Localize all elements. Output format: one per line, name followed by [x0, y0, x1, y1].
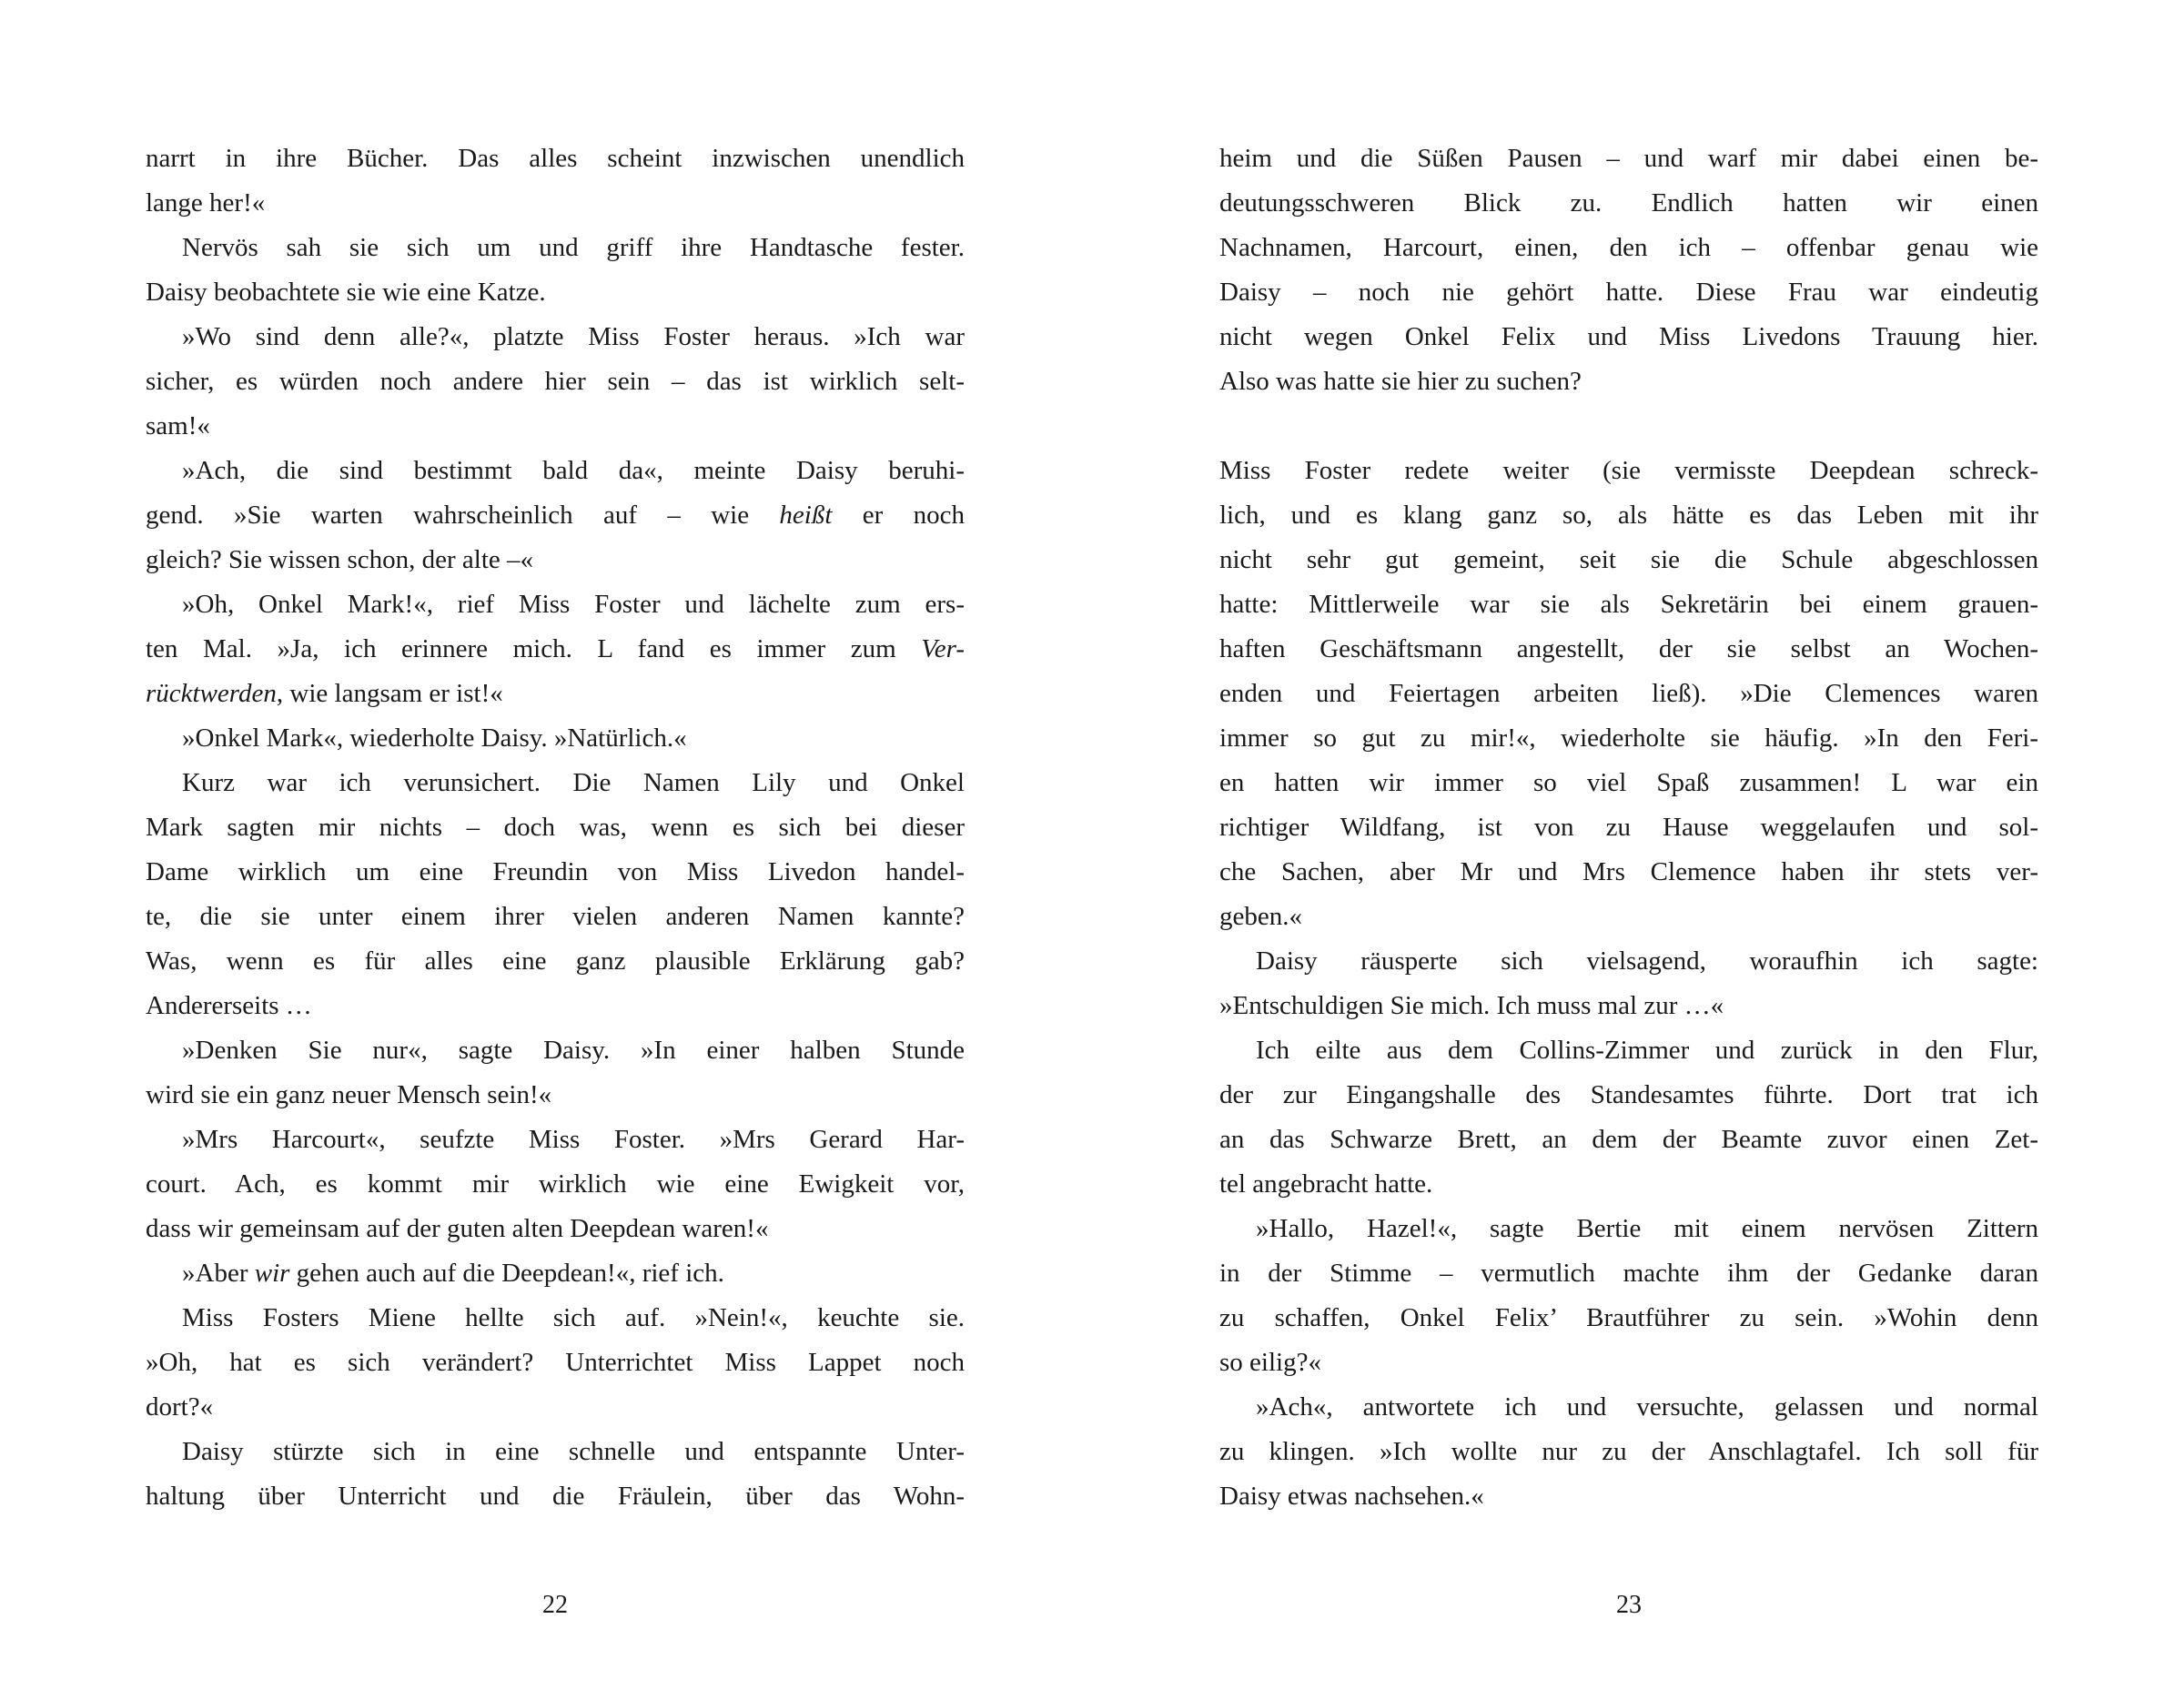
text-line: [146, 761, 965, 805]
text-line: [146, 181, 965, 226]
italic-text-run: heißt: [779, 501, 833, 530]
italic-text-run: wir: [254, 1259, 290, 1288]
text-line: [1219, 716, 2038, 761]
text-line: [146, 850, 965, 895]
text-run: sicher, es würden noch andere hier sein – das ist wirklich selt-: [146, 367, 965, 396]
text-run: narrt in ihre Bücher. Das alles scheint inzwischen unendlich: [146, 144, 965, 173]
text-line: [146, 1474, 965, 1519]
text-line: [146, 226, 965, 270]
text-run: »Ach«, antwortete ich und versuchte, gelassen und normal: [1256, 1392, 2038, 1422]
text-line: [146, 984, 965, 1028]
text-run: Miss Fosters Miene hellte sich auf. »Nein!«, keuchte sie.: [182, 1303, 965, 1332]
text-run: court. Ach, es kommt mir wirklich wie eine Ewigkeit vor,: [146, 1169, 965, 1199]
text-run: Was, wenn es für alles eine ganz plausible Erklärung gab?: [146, 946, 965, 976]
text-line: [1219, 315, 2038, 359]
paragraph: [146, 315, 965, 449]
text-line: [1219, 1073, 2038, 1118]
text-run: »Entschuldigen Sie mich. Ich muss mal zur …«: [1219, 991, 1724, 1020]
text-run: Miss Foster redete weiter (sie vermisste Deepdean schreck-: [1219, 456, 2038, 485]
text-line: [146, 1251, 965, 1296]
paragraph: [1219, 1385, 2038, 1519]
text-line: [146, 1073, 965, 1118]
text-run: richtiger Wildfang, ist von zu Hause weggelaufen und sol-: [1219, 813, 2038, 842]
text-line: [146, 805, 965, 850]
italic-text-run: Ver-: [921, 634, 965, 663]
text-run: ten Mal. »Ja, ich erinnere mich. L fand es immer zum: [146, 634, 922, 663]
text-line: [1219, 805, 2038, 850]
page-right-text: [1219, 137, 2038, 1519]
text-run: geben.«: [1219, 902, 1302, 931]
text-run: so eilig?«: [1219, 1348, 1321, 1377]
text-line: [146, 1341, 965, 1385]
text-run: Also was hatte sie hier zu suchen?: [1219, 367, 1582, 396]
text-line: [146, 895, 965, 939]
text-run: »Oh, Onkel Mark!«, rief Miss Foster und lächelte zum ers-: [182, 590, 965, 619]
paragraph: [146, 1430, 965, 1519]
text-run: haltung über Unterricht und die Fräulein, über das Wohn-: [146, 1482, 965, 1511]
paragraph: [146, 716, 965, 761]
text-run: Daisy räusperte sich vielsagend, woraufhin ich sagte:: [1256, 946, 2038, 976]
text-run: en hatten wir immer so viel Spaß zusammen! L war ein: [1219, 768, 2038, 797]
text-run: gehen auch auf die Deepdean!«, rief ich.: [289, 1259, 724, 1288]
text-line: [146, 359, 965, 404]
text-line: [1219, 850, 2038, 895]
text-line: [1219, 270, 2038, 315]
text-line: [1219, 493, 2038, 538]
text-line: [1219, 538, 2038, 582]
text-line: [1219, 1028, 2038, 1073]
text-run: Daisy – noch nie gehört hatte. Diese Frau war eindeutig: [1219, 278, 2038, 307]
page-left-text: [146, 137, 965, 1519]
text-line: [146, 538, 965, 582]
text-line: [146, 315, 965, 359]
text-line: [1219, 1430, 2038, 1474]
text-run: wird sie ein ganz neuer Mensch sein!«: [146, 1080, 552, 1109]
text-run: »Wo sind denn alle?«, platzte Miss Foster heraus. »Ich war: [182, 322, 965, 351]
text-line: [146, 1207, 965, 1251]
text-run: zu schaffen, Onkel Felix’ Brautführer zu sein. »Wohin denn: [1219, 1303, 2038, 1332]
text-line: [1219, 582, 2038, 627]
text-run: Kurz war ich verunsichert. Die Namen Lily und Onkel: [182, 768, 965, 797]
text-line: [1219, 1118, 2038, 1162]
text-line: [1219, 226, 2038, 270]
text-run: hatte: Mittlerweile war sie als Sekretärin bei einem grauen-: [1219, 590, 2038, 619]
text-run: »Denken Sie nur«, sagte Daisy. »In einer halben Stunde: [182, 1036, 965, 1065]
text-run: der zur Eingangshalle des Standesamtes führte. Dort trat ich: [1219, 1080, 2038, 1109]
text-run: gend. »Sie warten wahrscheinlich auf – wie: [146, 501, 780, 530]
text-line: [146, 582, 965, 627]
paragraph: [1219, 939, 2038, 1028]
text-run: »Onkel Mark«, wiederholte Daisy. »Natürlich.«: [182, 724, 687, 753]
paragraph: [146, 1118, 965, 1251]
text-line: [1219, 137, 2038, 181]
page-right: [1219, 0, 2038, 1700]
text-line: [1219, 1162, 2038, 1207]
text-line: [1219, 1207, 2038, 1251]
paragraph: [146, 1296, 965, 1430]
text-line: [146, 137, 965, 181]
text-line: [1219, 449, 2038, 493]
text-run: gleich? Sie wissen schon, der alte –«: [146, 545, 534, 574]
text-line: [1219, 1385, 2038, 1430]
text-run: »Mrs Harcourt«, seufzte Miss Foster. »Mrs Gerard Har-: [182, 1125, 965, 1154]
text-run: te, die sie unter einem ihrer vielen anderen Namen kannte?: [146, 902, 965, 931]
text-run: Andererseits …: [146, 991, 312, 1020]
text-line: [146, 627, 965, 672]
text-run: er noch: [832, 501, 965, 530]
text-line: [1219, 895, 2038, 939]
text-run: »Oh, hat es sich verändert? Unterrichtet Miss Lappet noch: [146, 1348, 965, 1377]
paragraph: [146, 761, 965, 1028]
paragraph: [1219, 137, 2038, 404]
text-line: [1219, 1296, 2038, 1341]
page-left: [146, 0, 965, 1700]
text-run: Dame wirklich um eine Freundin von Miss Livedon handel-: [146, 857, 965, 886]
text-run: Ich eilte aus dem Collins-Zimmer und zurück in den Flur,: [1256, 1036, 2038, 1065]
text-run: sam!«: [146, 411, 210, 440]
paragraph: [146, 449, 965, 582]
text-run: dort?«: [146, 1392, 214, 1422]
text-run: Nervös sah sie sich um und griff ihre Handtasche fester.: [182, 233, 965, 262]
page-number-right: 23: [1616, 1591, 1642, 1619]
text-run: in der Stimme – vermutlich machte ihm der Gedanke daran: [1219, 1259, 2038, 1288]
text-line: [146, 1385, 965, 1430]
paragraph: [1219, 449, 2038, 939]
text-run: che Sachen, aber Mr und Mrs Clemence haben ihr stets ver-: [1219, 857, 2038, 886]
text-run: nicht wegen Onkel Felix und Miss Livedons Trauung hier.: [1219, 322, 2038, 351]
text-line: [146, 1118, 965, 1162]
paragraph: [146, 137, 965, 226]
text-line: [146, 270, 965, 315]
text-run: haften Geschäftsmann angestellt, der sie selbst an Wochen-: [1219, 634, 2038, 663]
text-run: Daisy beobachtete sie wie eine Katze.: [146, 278, 546, 307]
text-run: lange her!«: [146, 188, 266, 218]
text-run: an das Schwarze Brett, an dem der Beamte zuvor einen Zet-: [1219, 1125, 2038, 1154]
text-line: [1219, 627, 2038, 672]
text-line: [1219, 1341, 2038, 1385]
text-run: deutungsschweren Blick zu. Endlich hatten wir einen: [1219, 188, 2038, 218]
paragraph: [146, 1028, 965, 1118]
text-run: zu klingen. »Ich wollte nur zu der Anschlagtafel. Ich soll für: [1219, 1437, 2038, 1466]
text-run: immer so gut zu mir!«, wiederholte sie häufig. »In den Feri-: [1219, 724, 2038, 753]
text-line: [146, 939, 965, 984]
paragraph: [146, 582, 965, 716]
text-line: [146, 672, 965, 716]
text-line: [146, 716, 965, 761]
text-run: tel angebracht hatte.: [1219, 1169, 1433, 1199]
text-run: heim und die Süßen Pausen – und warf mir dabei einen be-: [1219, 144, 2038, 173]
paragraph: [146, 226, 965, 315]
text-run: lich, und es klang ganz so, als hätte es das Leben mit ihr: [1219, 501, 2038, 530]
text-run: Daisy etwas nachsehen.«: [1219, 1482, 1484, 1511]
text-line: [146, 1296, 965, 1341]
page-number-left: 22: [542, 1591, 568, 1619]
text-line: [1219, 181, 2038, 226]
text-line: [146, 1028, 965, 1073]
text-run: »Hallo, Hazel!«, sagte Bertie mit einem nervösen Zittern: [1256, 1214, 2038, 1243]
text-run: »Ach, die sind bestimmt bald da«, meinte Daisy beruhi-: [182, 456, 965, 485]
text-run: Mark sagten mir nichts – doch was, wenn es sich bei dieser: [146, 813, 965, 842]
paragraph: [146, 1251, 965, 1296]
text-line: [1219, 359, 2038, 404]
text-run: Nachnamen, Harcourt, einen, den ich – offenbar genau wie: [1219, 233, 2038, 262]
text-line: [146, 449, 965, 493]
text-run: enden und Feiertagen arbeiten ließ). »Die Clemences waren: [1219, 679, 2038, 708]
text-line: [146, 1162, 965, 1207]
text-run: dass wir gemeinsam auf der guten alten Deepdean waren!«: [146, 1214, 769, 1243]
text-line: [1219, 939, 2038, 984]
text-run: »Aber: [182, 1259, 255, 1288]
text-line: [1219, 1474, 2038, 1519]
italic-text-run: rücktwerden: [146, 679, 277, 708]
text-line: [1219, 761, 2038, 805]
text-line: [1219, 1251, 2038, 1296]
text-run: , wie langsam er ist!«: [276, 679, 503, 708]
text-run: nicht sehr gut gemeint, seit sie die Schule abgeschlossen: [1219, 545, 2038, 574]
paragraph: [1219, 1028, 2038, 1207]
text-line: [146, 404, 965, 449]
text-line: [1219, 984, 2038, 1028]
text-line: [146, 493, 965, 538]
text-run: Daisy stürzte sich in eine schnelle und entspannte Unter-: [182, 1437, 965, 1466]
paragraph: [1219, 1207, 2038, 1385]
text-line: [1219, 672, 2038, 716]
text-line: [146, 1430, 965, 1474]
